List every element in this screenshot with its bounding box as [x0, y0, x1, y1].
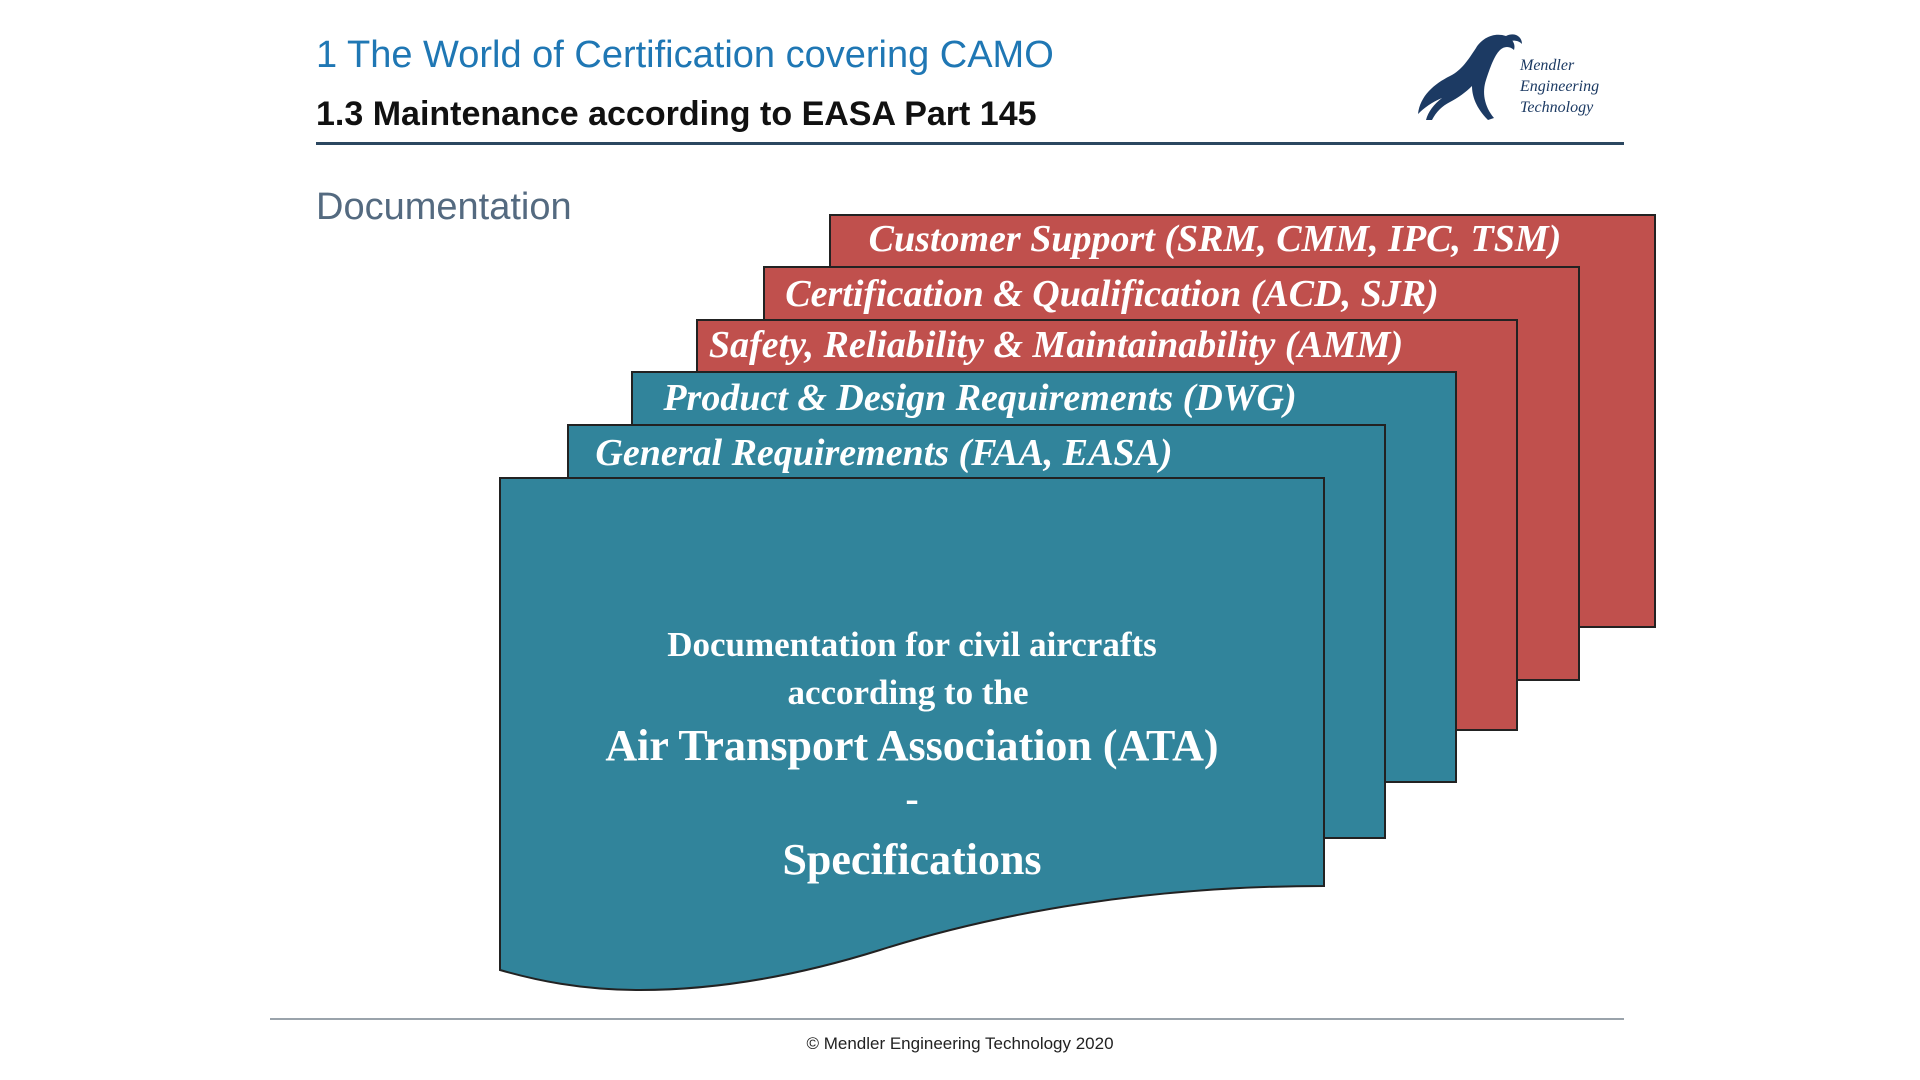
footer-copyright: © Mendler Engineering Technology 2020 — [806, 1034, 1114, 1053]
slide-subtitle: 1.3 Maintenance according to EASA Part 145 — [316, 95, 1037, 133]
slide-title: 1 The World of Certification covering CAMO — [316, 34, 1054, 76]
page-label: Certification & Qualification (ACD, SJR) — [785, 273, 1439, 315]
logo-line: Technology — [1520, 99, 1594, 116]
main-document — [500, 478, 1324, 990]
page-label: Safety, Reliability & Maintainability (AMM) — [708, 324, 1404, 366]
logo-line: Engineering — [1520, 78, 1600, 95]
logo-line: Mendler — [1520, 57, 1575, 74]
main-text-line1: Documentation for civil aircrafts — [667, 625, 1157, 664]
page-label: Product & Design Requirements (DWG) — [663, 377, 1297, 419]
main-text-line3: Air Transport Association (ATA) — [605, 721, 1219, 770]
page-label: General Requirements (FAA, EASA) — [595, 432, 1173, 474]
main-text-line2: according to the — [787, 673, 1029, 712]
main-text-line5: Specifications — [782, 835, 1042, 884]
section-label: Documentation — [316, 186, 572, 228]
main-text-line4: - — [905, 776, 919, 821]
footer-divider — [270, 1018, 1624, 1020]
page-label: Customer Support (SRM, CMM, IPC, TSM) — [868, 218, 1562, 260]
